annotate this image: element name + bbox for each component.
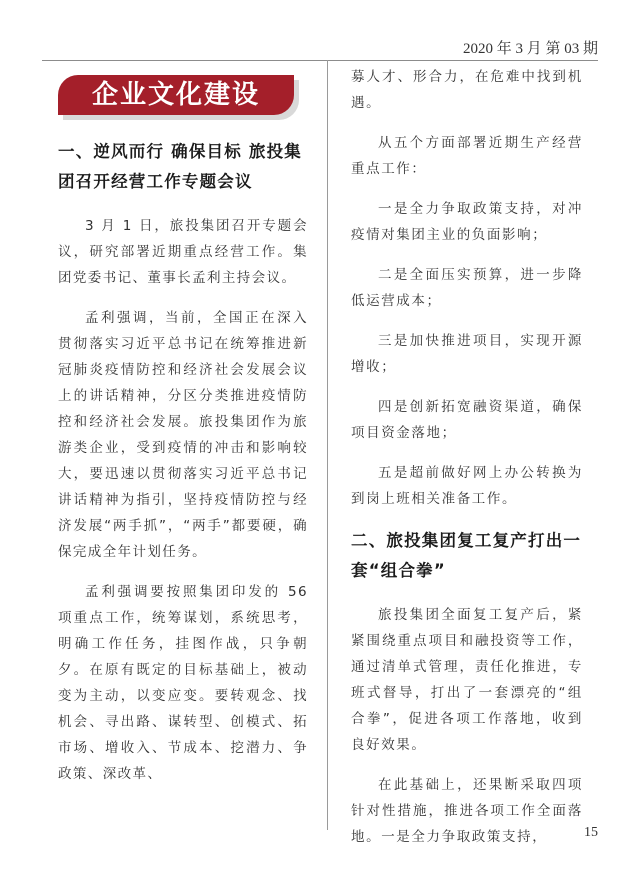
section-banner: 企业文化建设 xyxy=(58,75,294,115)
article-heading-2: 二、旅投集团复工复产打出一套“组合拳” xyxy=(351,531,582,580)
paragraph: 五是超前做好网上办公转换为到岗上班相关准备工作。 xyxy=(351,465,583,507)
paragraph: 四是创新拓宽融资渠道，确保项目资金落地； xyxy=(351,399,583,441)
paragraph: 在此基础上，还果断采取四项针对性措施，推进各项工作全面落地。一是全力争取政策支持， xyxy=(351,777,583,845)
paragraph: 孟利强调，当前，全国正在深入贯彻落实习近平总书记在统筹推进新冠肺炎疫情防控和经济社会发展会议上的讲话精神，分区分类推进疫情防控和经济社会发展。旅投集团作为旅游类企业，受到疫情的冲击和影响较大，要迅速以贯彻落实习近平总书记讲话精神为指引，坚持疫情防控与经济发展“两手抓”，“两手”都要硬，确保完成全年计划任务。 xyxy=(58,310,308,560)
paragraph: 三是加快推进项目，实现开源增收； xyxy=(351,333,583,375)
left-column xyxy=(58,137,308,801)
page-number: 15 xyxy=(584,825,598,840)
article-heading-1: 一、逆风而行 确保目标 旅投集团召开经营工作专题会议 xyxy=(58,142,302,191)
paragraph: 旅投集团全面复工复产后，紧紧围绕重点项目和融投资等工作，通过清单式管理，责任化推进，专班式督导，打出了一套漂亮的“组合拳”，促进各项工作落地，收到良好效果。 xyxy=(351,607,583,753)
column-divider xyxy=(327,60,328,830)
paragraph: 从五个方面部署近期生产经营重点工作： xyxy=(351,135,583,177)
paragraph: 二是全面压实预算，进一步降低运营成本； xyxy=(351,267,583,309)
issue-date: 2020 年 3 月 第 03 期 xyxy=(462,41,598,57)
right-column xyxy=(351,64,583,864)
paragraph: 一是全力争取政策支持，对冲疫情对集团主业的负面影响； xyxy=(351,201,583,243)
paragraph: 孟利强调要按照集团印发的 56 项重点工作，统筹谋划，系统思考，明确工作任务，挂图作战，只争朝夕。在原有既定的目标基础上，被动变为主动，以变应变。要转观念、找机会、寻出路、谋转型、创模式、拓市场、增收入、节成本、挖潜力、争政策、深改革、 xyxy=(58,584,308,782)
paragraph: 3 月 1 日，旅投集团召开专题会议，研究部署近期重点经营工作。集团党委书记、董事长孟利主持会议。 xyxy=(58,218,308,286)
header-rule xyxy=(42,60,598,61)
paragraph-continuation: 募人才、形合力，在危难中找到机遇。 xyxy=(351,69,583,111)
